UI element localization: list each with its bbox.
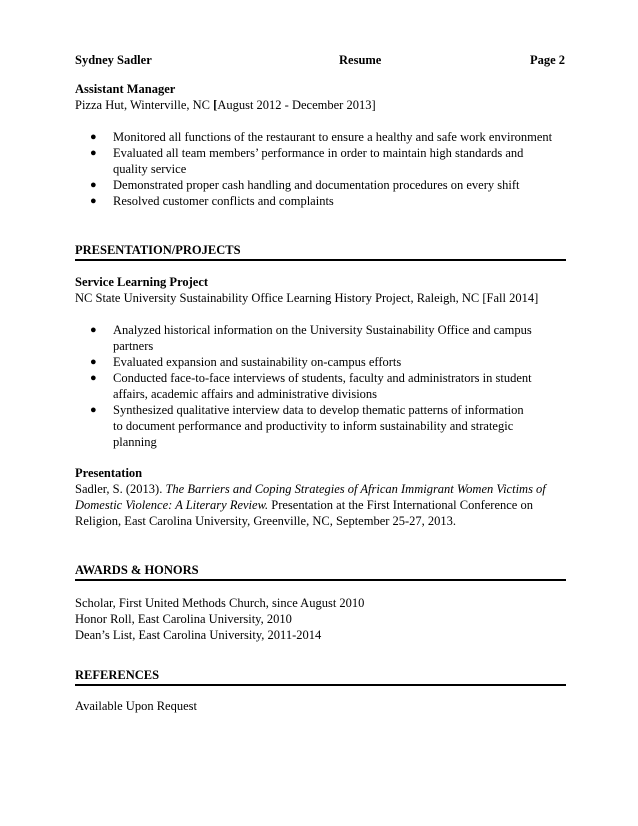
presentation-title: Presentation — [75, 466, 143, 480]
list-item: ● Monitored all functions of the restaurant to ensure a healthy and safe work environment — [90, 130, 553, 144]
job-place — [75, 97, 565, 113]
job-title: Assistant Manager — [75, 82, 176, 96]
job-bullet-list — [75, 129, 565, 209]
list-item: ● Evaluated all team members’ performance in order to maintain high standards and quality service — [90, 146, 524, 176]
resume-content — [75, 52, 565, 714]
list-item: ● Demonstrated proper cash handling and documentation procedures on every shift — [90, 178, 520, 192]
header-name: Sydney Sadler — [75, 53, 152, 67]
section-heading-awards: AWARDS & HONORS — [75, 562, 566, 581]
section-heading-references: REFERENCES — [75, 667, 566, 686]
presentation-citation — [75, 481, 565, 529]
service-project-title: Service Learning Project — [75, 275, 209, 289]
header-title: Resume — [339, 53, 382, 67]
list-item: Dean’s List, East Carolina University, 2011-2014 — [75, 628, 322, 642]
job-place-bracket: [ — [213, 98, 218, 112]
bullet-icon: ● — [90, 324, 97, 336]
project-bullet-list — [75, 322, 565, 450]
service-project-place: NC State University Sustainability Office Learning History Project, Raleigh, NC [Fall 2014] — [75, 291, 539, 305]
list-item: ● Resolved customer conflicts and complaints — [90, 194, 334, 208]
citation-italic-title: The Barriers and Coping Strategies of African Immigrant Women Victims of Domestic Violence: A Literary Review. — [75, 482, 546, 512]
page-header — [75, 52, 565, 68]
awards-list — [75, 595, 565, 643]
list-item: ● Synthesized qualitative interview data to develop thematic patterns of information to document performance and productivity to inform sustainability and strategic planning — [90, 403, 524, 449]
list-item: ● Evaluated expansion and sustainability on-campus efforts — [90, 355, 402, 369]
bullet-icon: ● — [90, 372, 97, 384]
job-place-dates: August 2012 - December 2013] — [217, 98, 376, 112]
job-place-prefix: Pizza Hut, Winterville, NC — [75, 98, 214, 112]
section-heading-projects: PRESENTATION/PROJECTS — [75, 242, 566, 261]
list-item: ● Conducted face-to-face interviews of students, faculty and administrators in student affairs, academic affairs and administrative divisions — [90, 371, 532, 401]
list-item: Honor Roll, East Carolina University, 2010 — [75, 612, 292, 626]
bullet-icon: ● — [90, 147, 97, 159]
list-item: Scholar, First United Methods Church, since August 2010 — [75, 596, 365, 610]
header-page-number: Page 2 — [529, 53, 565, 67]
bullet-icon: ● — [90, 131, 97, 143]
citation-prefix: Sadler, S. (2013). — [75, 482, 166, 496]
bullet-icon: ● — [90, 179, 97, 191]
citation-suffix: Presentation at the First International Conference on Religion, East Carolina University, Greenville, NC, September 25-27, 2013. — [75, 498, 533, 528]
bullet-icon: ● — [90, 195, 97, 207]
references-text: Available Upon Request — [75, 699, 197, 713]
bullet-icon: ● — [90, 404, 97, 416]
bullet-icon: ● — [90, 356, 97, 368]
list-item: ● Analyzed historical information on the University Sustainability Office and campus partners — [90, 323, 532, 353]
